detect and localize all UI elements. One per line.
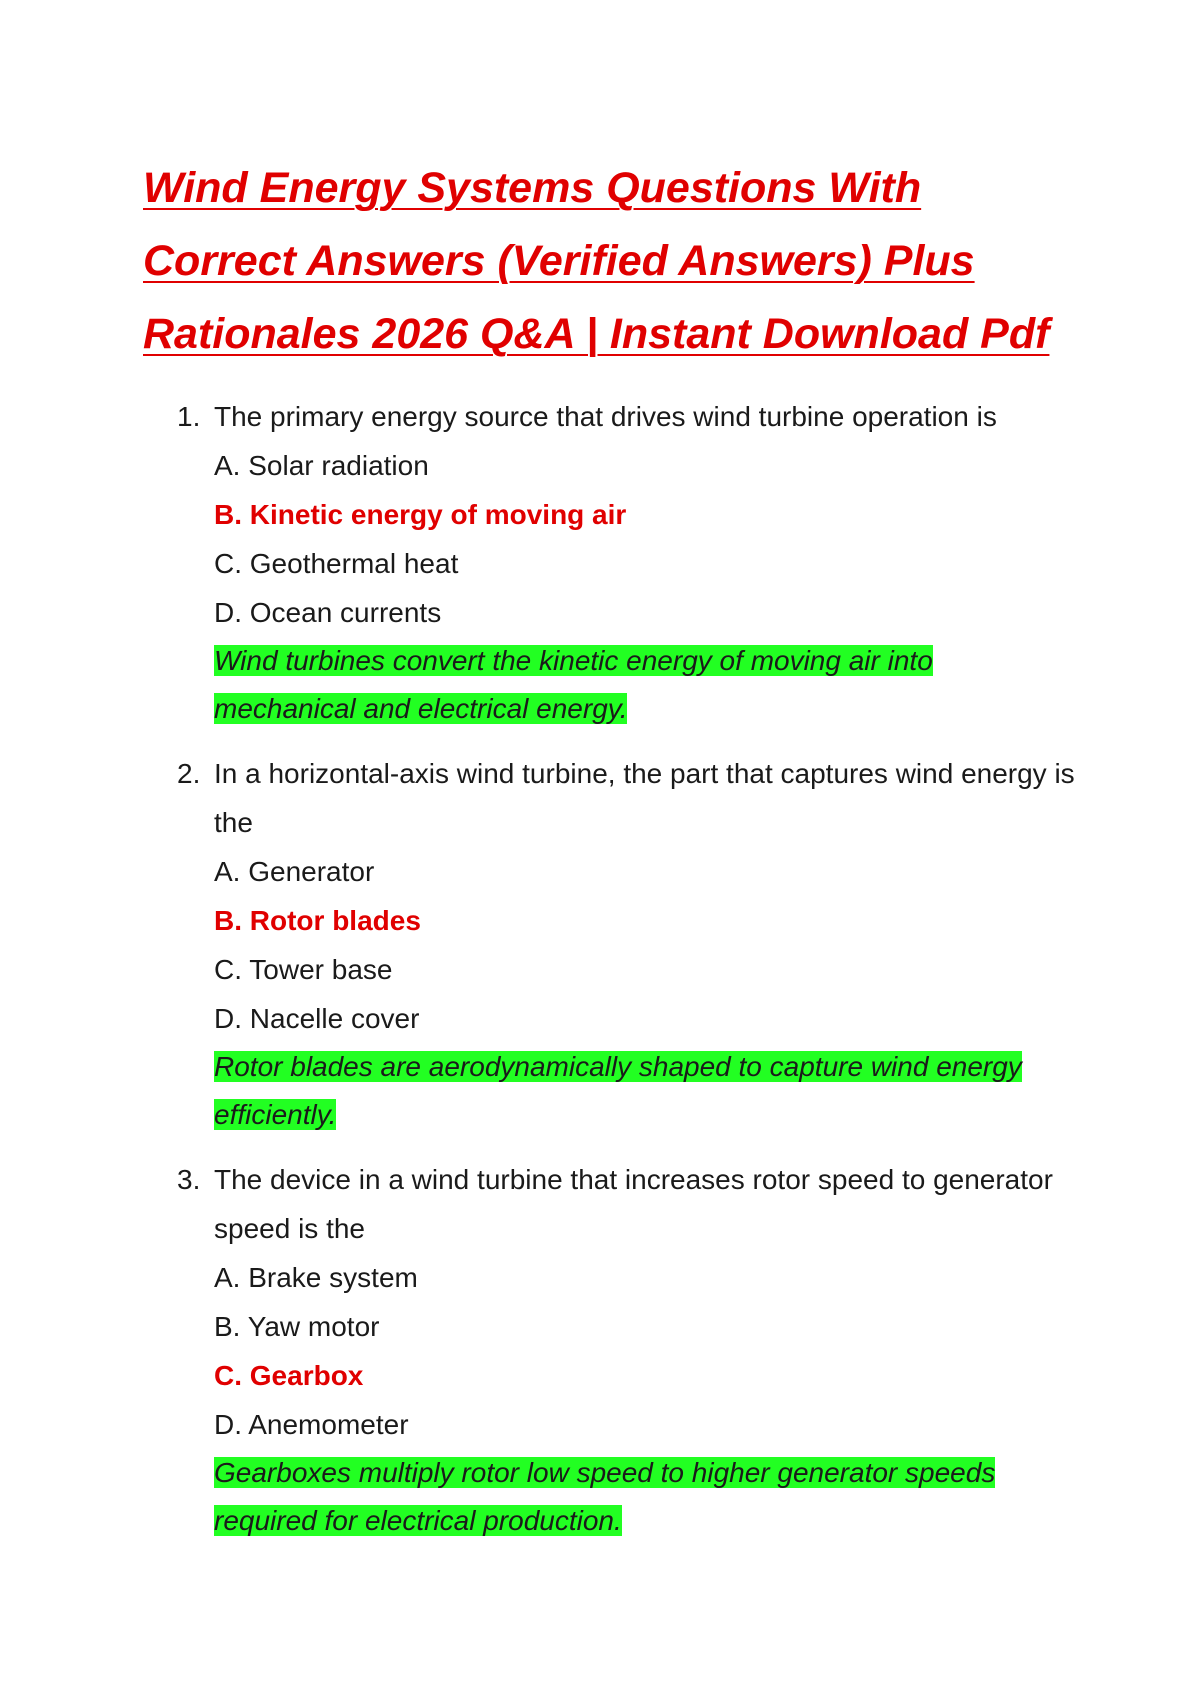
question-text: The primary energy source that drives wind turbine operation is (214, 401, 997, 432)
correct-answer-option: B. Rotor blades (214, 905, 421, 936)
question-number: 3. (177, 1164, 201, 1195)
question-item (177, 392, 1077, 733)
answer-option: A. Solar radiation (214, 450, 429, 481)
rationale (214, 637, 1077, 733)
correct-answer-option: C. Gearbox (214, 1360, 364, 1391)
answer-option: C. Tower base (214, 954, 393, 985)
answer-option: A. Brake system (214, 1262, 418, 1293)
answer-option: C. Geothermal heat (214, 548, 459, 579)
answer-options (214, 1253, 1077, 1449)
answer-options (214, 441, 1077, 637)
answer-option: A. Generator (214, 856, 375, 887)
rationale-text: Wind turbines convert the kinetic energy of moving air into mechanical and electrical energy. (214, 645, 933, 724)
answer-option: D. Nacelle cover (214, 1003, 420, 1034)
question-list (177, 392, 1077, 1561)
question-item (177, 749, 1077, 1139)
document-title: Wind Energy Systems Questions With Correct Answers (Verified Answers) Plus Rationales 2026 Q&A | Instant Download Pdf (143, 164, 1050, 358)
question-item (177, 1155, 1077, 1545)
answer-option: D. Anemometer (214, 1409, 409, 1440)
correct-answer-option: B. Kinetic energy of moving air (214, 499, 627, 530)
rationale-text: Rotor blades are aerodynamically shaped to capture wind energy efficiently. (214, 1051, 1022, 1130)
question-number: 1. (177, 401, 201, 432)
question-text: In a horizontal-axis wind turbine, the part that captures wind energy is the (214, 758, 1075, 838)
rationale (214, 1043, 1077, 1139)
answer-option: B. Yaw motor (214, 1311, 380, 1342)
rationale-text: Gearboxes multiply rotor low speed to higher generator speeds required for electrical production. (214, 1457, 996, 1536)
answer-options (214, 847, 1077, 1043)
question-text: The device in a wind turbine that increases rotor speed to generator speed is the (214, 1164, 1053, 1244)
rationale (214, 1449, 1077, 1545)
answer-option: D. Ocean currents (214, 597, 442, 628)
question-number: 2. (177, 758, 201, 789)
